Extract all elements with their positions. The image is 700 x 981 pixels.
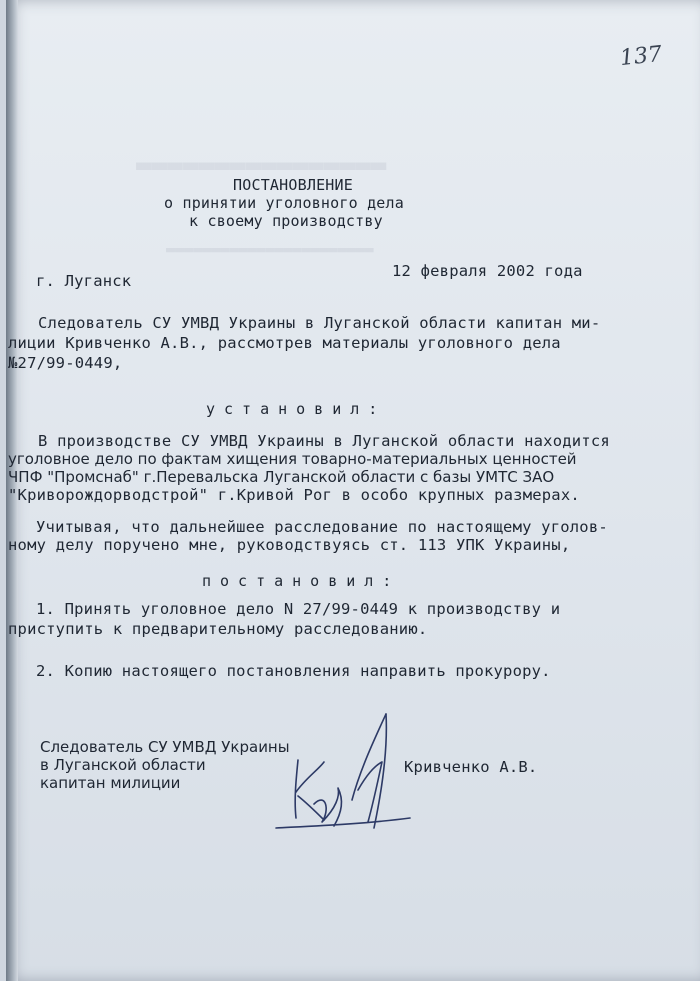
show-through-text: ▬▬▬▬▬▬▬▬▬▬▬▬▬▬▬▬ [136,150,387,180]
established-line-3: ЧПФ "Промснаб" г.Перевальска Луганской области с базы УМТС ЗАО [8,468,555,486]
date: 12 февраля 2002 года [392,262,583,280]
document-page [6,0,700,981]
signatory-name: Кривченко А.В. [404,758,538,776]
show-through-text: ▬▬▬▬▬▬▬▬▬▬▬▬▬▬▬▬▬▬▬▬▬▬▬ [166,240,374,258]
handwritten-signature [274,700,414,850]
signature-title-1: Следователь СУ УМВД Украины [40,738,290,756]
document-subtitle-1: о принятии уголовного дела [164,194,404,212]
established-line-4: "Криворождорводстрой" г.Кривой Рог в особо крупных размерах. [8,486,580,504]
considering-line-2: ному делу поручено мне, руководствуясь ст. 113 УПК Украины, [8,536,571,554]
resolved-heading: постановил: [202,572,401,590]
intro-line-2: лиции Кривченко А.В., рассмотрев материалы уголовного дела [8,334,561,352]
intro-line-3: №27/99-0449, [8,354,123,372]
established-line-1: В производстве СУ УМВД Украины в Луганской области находится [38,432,610,450]
intro-line-1: Следователь СУ УМВД Украины в Луганской области капитан ми- [38,314,601,332]
established-line-2: уголовное дело по фактам хищения товарно-материальных ценностей [8,450,577,468]
item-1-line-2: приступить к предварительному расследованию. [8,620,428,638]
considering-line-1: Учитывая, что дальнейшее расследование по настоящему уголов- [36,518,608,536]
established-heading: установил: [206,400,387,418]
document-subtitle-2: к своему производству [189,212,383,230]
document-title: ПОСТАНОВЛЕНИЕ [233,176,353,194]
item-1-line-1: 1. Принять уголовное дело N 27/99-0449 к производству и [36,600,561,618]
signature-title-3: капитан милиции [40,774,181,792]
signature-title-2: в Луганской области [40,756,206,774]
item-2: 2. Копию настоящего постановления направить прокурору. [36,662,551,680]
place: г. Луганск [36,272,132,290]
page-number: 137 [618,41,664,72]
